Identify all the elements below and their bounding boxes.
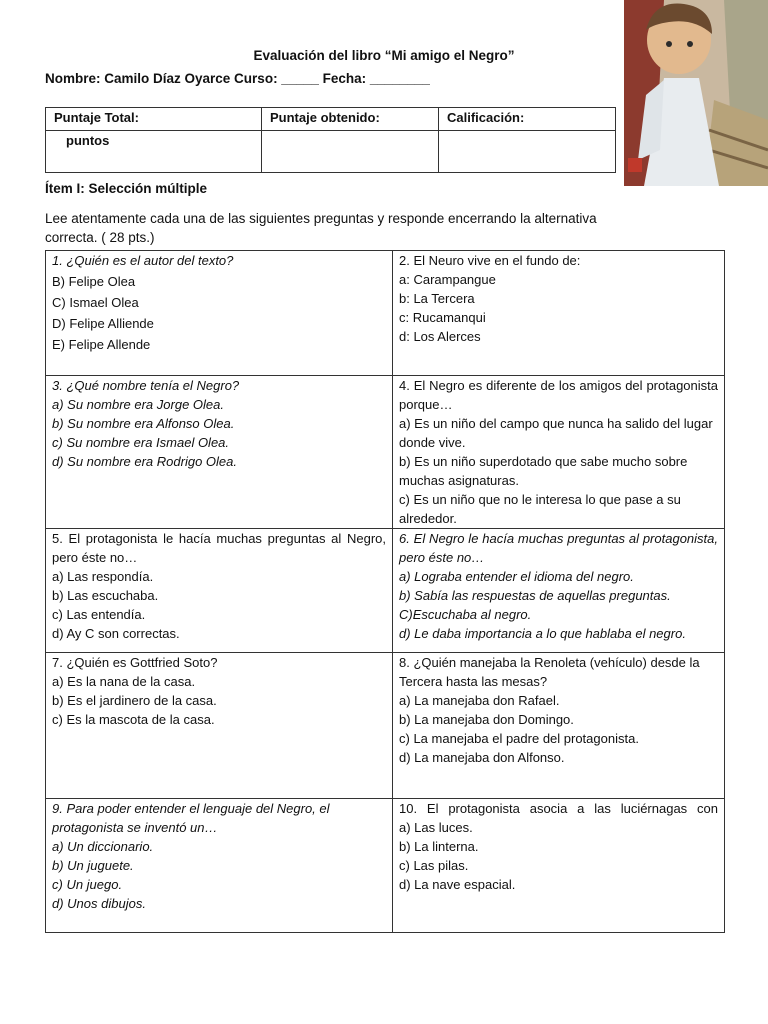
answer-option[interactable]: C) Ismael Olea [52, 295, 139, 310]
answer-option[interactable]: C)Escuchaba al negro. [399, 607, 532, 622]
answer-option[interactable]: d) Unos dibujos. [52, 896, 146, 911]
question-7 [46, 653, 393, 799]
question-text: 4. El Negro es diferente de los amigos del protagonista porque… [399, 378, 718, 412]
question-10 [393, 799, 725, 933]
answer-option[interactable]: a) La manejaba don Rafael. [399, 693, 560, 708]
answer-option[interactable]: b: La Tercera [399, 291, 475, 306]
book-illustration [624, 0, 768, 186]
answer-option[interactable]: c) La manejaba el padre del protagonista. [399, 731, 639, 746]
answer-option[interactable]: a) Lograba entender el idioma del negro. [399, 569, 634, 584]
question-text: 3. ¿Qué nombre tenía el Negro? [52, 378, 240, 393]
answer-option[interactable]: b) Sabía las respuestas de aquellas preguntas. [399, 588, 671, 603]
score-obtained-value [262, 131, 439, 173]
question-1 [46, 251, 393, 376]
answer-option[interactable]: b) Su nombre era Alfonso Olea. [52, 416, 235, 431]
score-header-obtained: Puntaje obtenido: [262, 108, 439, 131]
answer-option[interactable]: b) Las escuchaba. [52, 588, 159, 603]
score-total-value: puntos [46, 131, 262, 173]
question-8 [393, 653, 725, 799]
answer-option[interactable]: c) Un juego. [52, 877, 123, 892]
answer-option[interactable]: a: Carampangue [399, 272, 496, 287]
score-grade-value [439, 131, 616, 173]
answer-option[interactable]: b) Es el jardinero de la casa. [52, 693, 217, 708]
question-3 [46, 376, 393, 529]
answer-option[interactable]: c) Es la mascota de la casa. [52, 712, 215, 727]
answer-option[interactable]: d) La manejaba don Alfonso. [399, 750, 565, 765]
answer-option[interactable]: b) La linterna. [399, 839, 479, 854]
question-9 [46, 799, 393, 933]
question-5 [46, 529, 393, 653]
answer-option[interactable]: c: Rucamanqui [399, 310, 486, 325]
answer-option[interactable]: c) Su nombre era Ismael Olea. [52, 435, 230, 450]
answer-option[interactable]: a) Las luces. [399, 820, 473, 835]
questions-table [45, 250, 725, 933]
answer-option[interactable]: d) Su nombre era Rodrigo Olea. [52, 454, 237, 469]
answer-option[interactable]: a) Es la nana de la casa. [52, 674, 196, 689]
answer-option[interactable]: c) Las pilas. [399, 858, 469, 873]
section-title: Ítem I: Selección múltiple [45, 181, 208, 196]
question-text: 9. Para poder entender el lenguaje del Negro, el protagonista se inventó un… [52, 801, 330, 835]
question-text: 10. El protagonista asocia a las luciérnagas con [399, 801, 718, 816]
answer-option[interactable]: d) Le daba importancia a lo que hablaba el negro. [399, 626, 686, 641]
score-table [45, 107, 616, 173]
answer-option[interactable]: b) Un juguete. [52, 858, 134, 873]
question-text: 5. El protagonista le hacía muchas preguntas al Negro, pero éste no… [52, 531, 386, 565]
question-text: 6. El Negro le hacía muchas preguntas al protagonista, pero éste no… [399, 531, 718, 565]
question-text: 7. ¿Quién es Gottfried Soto? [52, 655, 218, 670]
score-header-grade: Calificación: [439, 108, 616, 131]
answer-option[interactable]: b) Es un niño superdotado que sabe mucho sobre muchas asignaturas. [399, 454, 688, 488]
answer-option[interactable]: B) Felipe Olea [52, 274, 136, 289]
answer-option[interactable]: d) La nave espacial. [399, 877, 516, 892]
answer-option[interactable]: b) La manejaba don Domingo. [399, 712, 574, 727]
question-2 [393, 251, 725, 376]
score-header-total: Puntaje Total: [46, 108, 262, 131]
question-text: 1. ¿Quién es el autor del texto? [52, 253, 234, 268]
question-6 [393, 529, 725, 653]
question-text: 8. ¿Quién manejaba la Renoleta (vehículo) desde la Tercera hasta las mesas? [399, 655, 700, 689]
answer-option[interactable]: D) Felipe Alliende [52, 316, 154, 331]
question-text: 2. El Neuro vive en el fundo de: [399, 253, 581, 268]
answer-option[interactable]: c) Las entendía. [52, 607, 146, 622]
student-name-line: Nombre: Camilo Díaz Oyarce Curso: _____ Fecha: ________ [45, 71, 430, 86]
section-instructions: Lee atentamente cada una de las siguientes preguntas y responde encerrando la alternativa correcta. ( 28 pts.) [45, 211, 597, 245]
answer-option[interactable]: a) Las respondía. [52, 569, 154, 584]
answer-option[interactable]: c) Es un niño que no le interesa lo que pase a su alrededor. [399, 492, 681, 526]
answer-option[interactable]: a) Su nombre era Jorge Olea. [52, 397, 224, 412]
answer-option[interactable]: d) Ay C son correctas. [52, 626, 180, 641]
question-4 [393, 376, 725, 529]
answer-option[interactable]: d: Los Alerces [399, 329, 481, 344]
answer-option[interactable]: a) Un diccionario. [52, 839, 154, 854]
document-title: Evaluación del libro “Mi amigo el Negro” [253, 48, 515, 63]
answer-option[interactable]: a) Es un niño del campo que nunca ha salido del lugar donde vive. [399, 416, 713, 450]
answer-option[interactable]: E) Felipe Allende [52, 337, 151, 352]
